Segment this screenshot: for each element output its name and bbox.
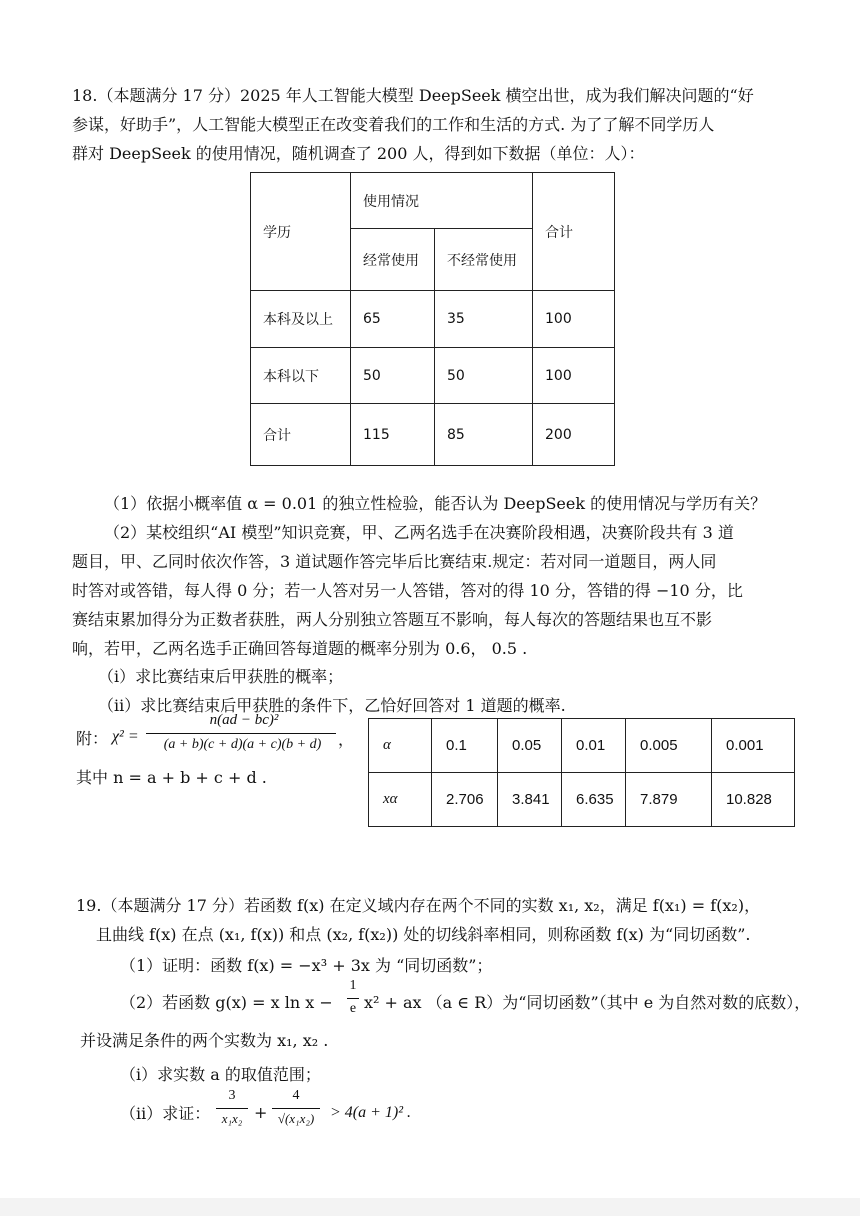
x-value: 2.706: [432, 773, 498, 827]
q18-line-1: 18.（本题满分 17 分）2025 年人工智能大模型 DeepSeek 横空出世，成为我们解决问题的“好: [72, 86, 754, 105]
table-row: [251, 291, 615, 348]
cell-total: 100: [533, 348, 615, 404]
chi-square-numerator: n(ad − bc)²: [209, 712, 279, 728]
plus-sign: +: [254, 1103, 268, 1122]
header-not-often: 不经常使用: [435, 229, 533, 291]
header-often: 经常使用: [351, 229, 435, 291]
inequality-rhs: > 4(a + 1)² .: [330, 1104, 412, 1121]
critical-value-table: [368, 718, 795, 827]
cell-total: 100: [533, 291, 615, 348]
cell-often: 50: [351, 348, 435, 404]
fraction-denominator: e: [349, 1001, 357, 1016]
alpha-label: α: [369, 719, 432, 773]
q18-part-2-line-1: （2）某校组织“AI 模型”知识竞赛，甲、乙两名选手在决赛阶段相遇，决赛阶段共有 3 道: [104, 523, 734, 542]
row-label: 合计: [251, 404, 351, 466]
table-row: [369, 773, 795, 827]
fraction-bar: [146, 733, 336, 734]
fraction-denominator: √(x₁x₂): [277, 1111, 315, 1126]
x-value: 10.828: [712, 773, 795, 827]
fraction-numerator: 1: [349, 978, 357, 993]
chi-square-comma: ，: [338, 730, 355, 749]
q18-part-2-line-3: 时答对或答错，每人得 0 分；若一人答对另一人答错，答对的得 10 分，答错的得 −10 分，比: [72, 581, 743, 600]
cell-often: 65: [351, 291, 435, 348]
alpha-value: 0.1: [432, 719, 498, 773]
cell-not-often: 50: [435, 348, 533, 404]
q18-part-2-line-4: 赛结束累加得分为正数者获胜，两人分别独立答题互不影响，每人每次的答题结果也互不影: [72, 610, 713, 629]
alpha-value: 0.05: [498, 719, 562, 773]
q19-part-2-ii-prefix: （ii）求证：: [120, 1104, 211, 1123]
q18-part-2-line-2: 题目，甲、乙同时依次作答，3 道试题作答完毕后比赛结束.规定：若对同一道题目，两人同: [72, 552, 717, 571]
cell-not-often: 35: [435, 291, 533, 348]
chi-square-denominator: (a + b)(c + d)(a + c)(b + d): [163, 737, 322, 752]
q19-part-2-i: （i）求实数 a 的取值范围；: [120, 1065, 321, 1084]
fraction-bar: [216, 1108, 248, 1109]
q18-line-2: 参谋，好助手”，人工智能大模型正在改变着我们的工作和生活的方式. 为了了解不同学历人: [72, 115, 715, 134]
alpha-value: 0.001: [712, 719, 795, 773]
q18-part-2-line-5: 响，若甲，乙两名选手正确回答每道题的概率分别为 0.6， 0.5 .: [72, 639, 528, 658]
fraction-denominator: x₁x₂: [221, 1111, 243, 1126]
cell-total: 200: [533, 404, 615, 466]
x-alpha-label: xα: [369, 773, 432, 827]
header-total: 合计: [533, 173, 615, 291]
q19-part-2-suffix: x² + ax （a ∈ R）为“同切函数”（其中 e 为自然对数的底数），: [364, 993, 811, 1012]
x-value: 3.841: [498, 773, 562, 827]
table-row: [251, 348, 615, 404]
q18-part-2-i: （i）求比赛结束后甲获胜的概率；: [98, 667, 344, 686]
q19-line-2: 且曲线 f(x) 在点 (x₁, f(x)) 和点 (x₂, f(x₂)) 处的切线斜率相同，则称函数 f(x) 为“同切函数”.: [96, 925, 751, 944]
table-row: [369, 719, 795, 773]
usage-table: [250, 172, 615, 466]
alpha-value: 0.005: [626, 719, 712, 773]
q19-line-1: 19.（本题满分 17 分）若函数 f(x) 在定义域内存在两个不同的实数 x₁, x₂，满足 f(x₁) = f(x₂)，: [76, 896, 761, 915]
row-label: 本科以下: [251, 348, 351, 404]
q18-part-2-ii: （ii）求比赛结束后甲获胜的条件下，乙恰好回答对 1 道题的概率.: [98, 696, 566, 715]
page-bottom-strip: [0, 1198, 860, 1216]
fraction-bar: [347, 998, 359, 999]
table-row: [251, 404, 615, 466]
q18-part-1: （1）依据小概率值 α = 0.01 的独立性检验，能否认为 DeepSeek 的使用情况与学历有关？: [104, 494, 767, 513]
q19-part-2-line-2: 并设满足条件的两个实数为 x₁, x₂ .: [80, 1031, 329, 1050]
row-label: 本科及以上: [251, 291, 351, 348]
fraction-numerator: 3: [228, 1088, 236, 1103]
q19-part-2-prefix: （2）若函数 g(x) = x ln x −: [120, 993, 333, 1012]
cell-often: 115: [351, 404, 435, 466]
n-definition: 其中 n = a + b + c + d .: [76, 768, 267, 787]
q19-part-1: （1）证明：函数 f(x) = −x³ + 3x 为 “同切函数”；: [120, 956, 493, 975]
x-value: 6.635: [562, 773, 626, 827]
x-value: 7.879: [626, 773, 712, 827]
chi-square-lhs: χ² =: [112, 728, 139, 745]
fraction-numerator: 4: [292, 1088, 300, 1103]
header-education: 学历: [251, 173, 351, 291]
fraction-bar: [272, 1108, 320, 1109]
appendix-label: 附：: [76, 729, 109, 748]
alpha-value: 0.01: [562, 719, 626, 773]
q18-line-3: 群对 DeepSeek 的使用情况，随机调查了 200 人，得到如下数据（单位：人）：: [72, 144, 645, 163]
cell-not-often: 85: [435, 404, 533, 466]
header-usage: 使用情况: [351, 173, 533, 229]
